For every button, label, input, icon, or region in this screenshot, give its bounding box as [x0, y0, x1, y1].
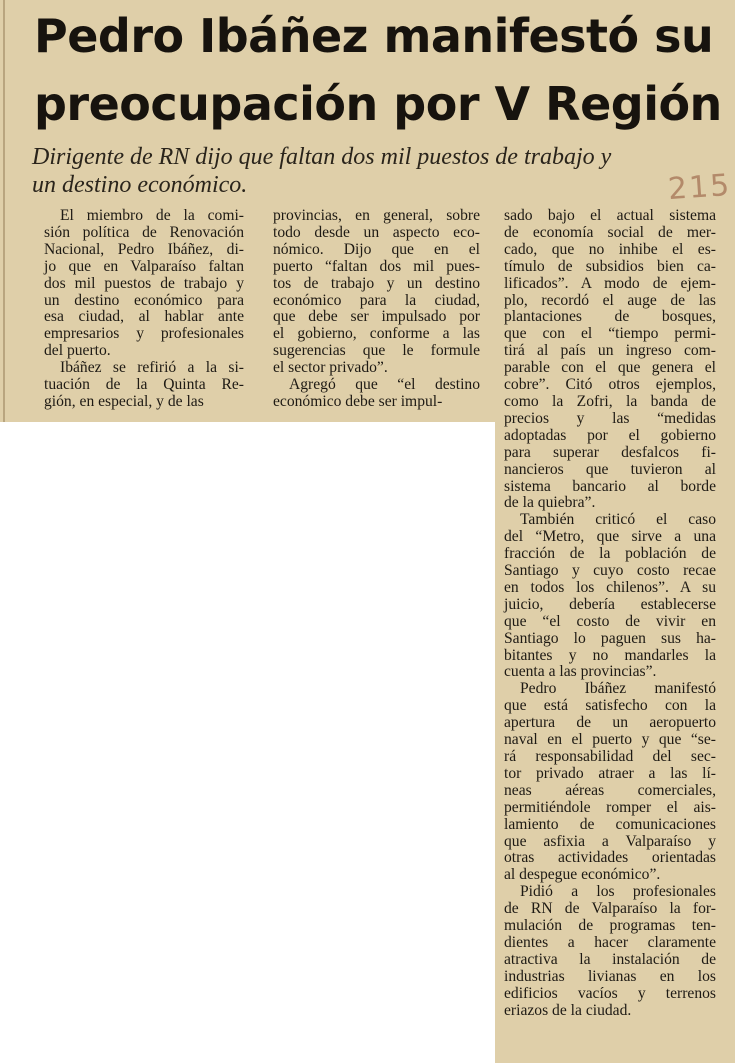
- article-line: bitantes y no mandarles la: [504, 646, 716, 664]
- article-line: como la Zofri, la banda de: [504, 392, 716, 410]
- article-line: sugerencias que le formule: [273, 342, 480, 360]
- article-line: un destino económico para: [44, 291, 244, 309]
- article-line: lificados”. A modo de ejem-: [504, 274, 716, 292]
- article-line: Agregó que “el destino: [289, 376, 480, 394]
- article-line: Pedro Ibáñez manifestó: [520, 680, 716, 698]
- article-line: plantaciones de bosques,: [504, 308, 716, 326]
- article-line: fracción de la población de: [504, 545, 716, 563]
- article-line: mulación de programas ten-: [504, 917, 716, 935]
- article-line: sistema bancario al borde: [504, 477, 716, 495]
- subheadline-line-1: Dirigente de RN dijo que faltan dos mil puestos de trabajo y: [32, 144, 612, 170]
- article-line: rá responsabilidad del sec-: [504, 748, 716, 765]
- article-line: de RN de Valparaíso la for-: [504, 900, 716, 918]
- article-line: tirá al país un ingreso com-: [504, 342, 716, 360]
- article-line: cobre”. Citó otros ejemplos,: [504, 376, 716, 394]
- article-line: tuación de la Quinta Re-: [44, 376, 244, 394]
- article-line: El miembro de la comi-: [60, 207, 244, 224]
- article-line: nancieros que tuvieron al: [504, 460, 716, 478]
- article-line: del puerto.: [44, 342, 111, 360]
- article-line: de economía social de mer-: [504, 223, 716, 241]
- headline-line-2: preocupación por V Región: [34, 77, 722, 131]
- subheadline: [32, 143, 712, 199]
- article-line: precios y las “medidas: [504, 409, 716, 427]
- article-line: atractiva la instalación de: [504, 950, 716, 968]
- article-line: para superar desfalcos fi-: [504, 443, 716, 461]
- article-line: naval en el puerto y que “se-: [504, 731, 716, 749]
- article-line: Santiago y cuyo costo recae: [504, 562, 716, 580]
- article-line: eriazos de la ciudad.: [504, 1001, 632, 1019]
- article-line: que asfixia a Valparaíso y: [504, 832, 716, 850]
- article-line: empresarios y profesionales: [44, 325, 244, 343]
- article-line: que “el costo de vivir en: [504, 612, 716, 630]
- article-line: industrias livianas en los: [504, 967, 716, 985]
- subheadline-line-2: un destino económico.: [32, 172, 248, 198]
- article-line: dos mil puestos de trabajo y: [44, 274, 244, 292]
- article-line: sado bajo el actual sistema: [504, 207, 716, 224]
- article-line: que debe ser impulsado por: [273, 308, 480, 326]
- article-line: económico debe ser impul-: [273, 392, 443, 410]
- article-line: tímulo de subsidios bien ca-: [504, 257, 716, 275]
- article-line: apertura de un aeropuerto: [504, 714, 716, 732]
- article-line: gión, en especial, y de las: [44, 392, 204, 410]
- headline-line-1: Pedro Ibáñez manifestó su: [34, 9, 714, 63]
- article-line: edificios vacíos y terrenos: [504, 984, 716, 1002]
- article-line: adoptadas por el gobierno: [504, 426, 716, 444]
- article-column-3: [504, 208, 716, 1020]
- article-line: Nacional, Pedro Ibáñez, di-: [44, 240, 244, 258]
- article-line: que con el “tiempo permi-: [504, 325, 716, 343]
- article-line: cuenta a las provincias”.: [504, 663, 657, 681]
- article-line: tor privado atraer a las lí-: [504, 764, 716, 782]
- article-column-1: [44, 208, 244, 411]
- article-column-2: [273, 208, 480, 411]
- article-line: tos de trabajo y un destino: [273, 274, 480, 292]
- article-line: dientes a hacer claramente: [504, 933, 716, 951]
- article-line: el gobierno, conforme a las: [273, 325, 480, 343]
- article-line: plo, recordó el auge de las: [504, 291, 716, 309]
- article-line: en todos los chilenos”. A su: [504, 578, 716, 596]
- article-line: al despegue económico”.: [504, 866, 661, 884]
- headline: [34, 2, 734, 138]
- article-line: cado, que no inhibe el es-: [504, 240, 716, 258]
- article-line: neas aéreas comerciales,: [504, 781, 716, 799]
- article-line: Pidió a los profesionales: [520, 883, 716, 901]
- article-line: económico para la ciudad,: [273, 291, 480, 309]
- article-line: del “Metro, que sirve a una: [504, 528, 716, 546]
- article-line: nómico. Dijo que en el: [273, 240, 480, 258]
- article-line: todo desde un aspecto eco-: [273, 223, 480, 241]
- article-line: parable con el que genera el: [504, 359, 716, 377]
- article-line: esa ciudad, al hablar ante: [44, 308, 244, 326]
- article-line: jo que en Valparaíso faltan: [44, 257, 244, 275]
- article-line: puerto “faltan dos mil pues-: [273, 257, 480, 275]
- article-line: provincias, en general, sobre: [273, 207, 480, 224]
- article-line: el sector privado”.: [273, 359, 388, 377]
- handwritten-note: 215: [666, 167, 733, 208]
- article-line: Santiago lo paguen sus ha-: [504, 629, 716, 647]
- article-line: sión política de Renovación: [44, 223, 244, 241]
- article-line: Ibáñez se refirió a la si-: [60, 359, 244, 377]
- article-line: lamiento de comunicaciones: [504, 815, 716, 833]
- article-line: otras actividades orientadas: [504, 849, 716, 867]
- scan-edge: [3, 0, 5, 422]
- article-line: También criticó el caso: [520, 511, 716, 529]
- article-line: juicio, debería establecerse: [504, 595, 716, 613]
- article-line: que está satisfecho con la: [504, 697, 716, 715]
- article-line: de la quiebra”.: [504, 494, 596, 512]
- article-line: permitiéndole romper el ais-: [504, 798, 716, 816]
